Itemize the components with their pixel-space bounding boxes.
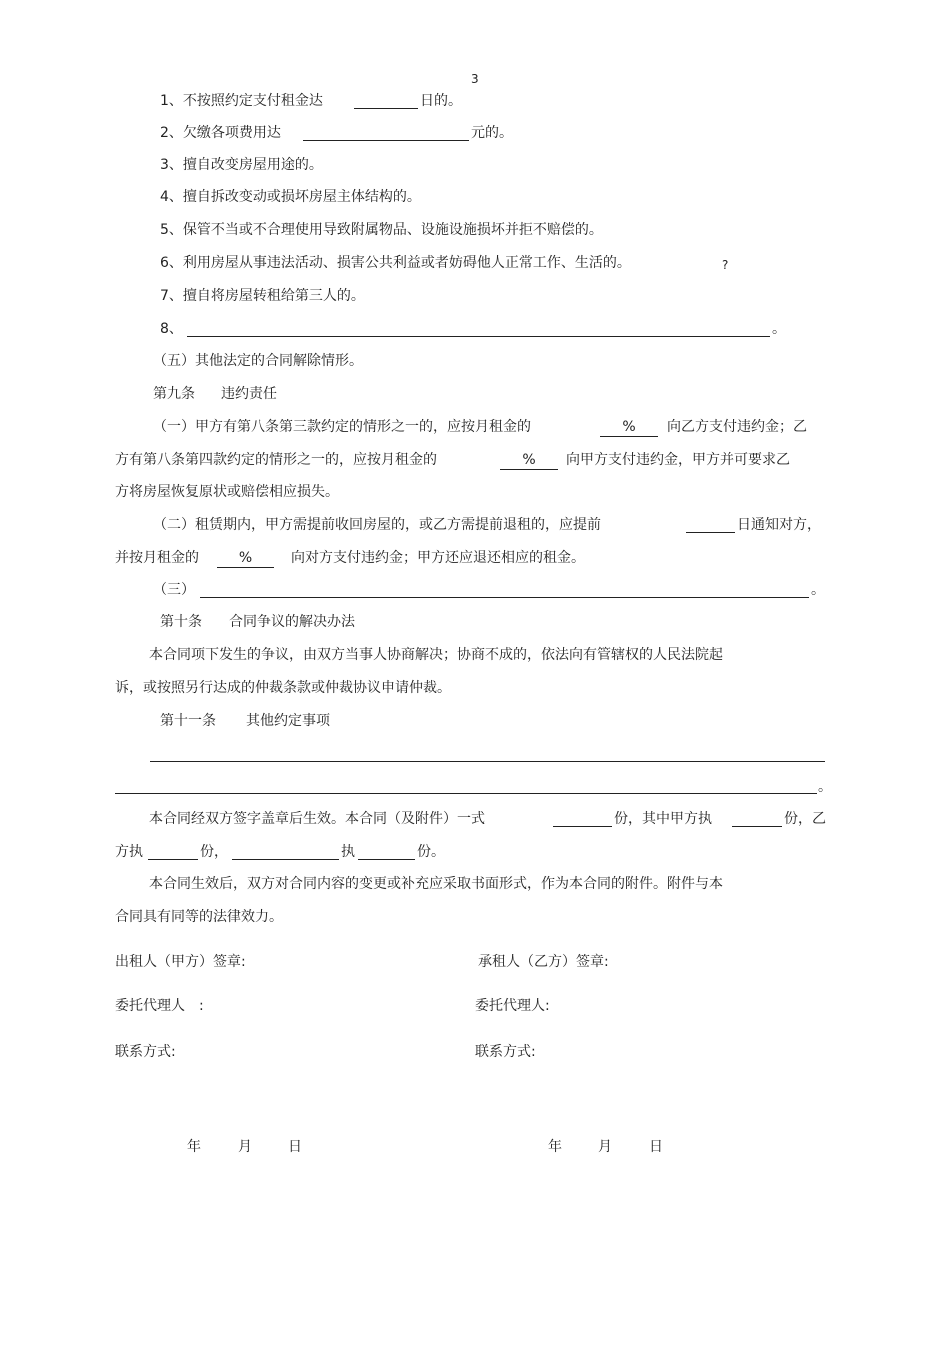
list-item-2-suffix: 元的。 (471, 125, 513, 141)
lessee-date-day: 日 (649, 1139, 663, 1155)
effect-line-g: 份。 (417, 844, 445, 860)
blank-copies-total[interactable] (553, 826, 612, 827)
list-item-2: 2、欠缴各项费用达 (160, 125, 281, 141)
effect-line-b: 份，其中甲方执 (614, 811, 712, 827)
article-10-line-1: 本合同项下发生的争议，由双方当事人协商解决；协商不成的，依法向有管辖权的人民法院起 (149, 647, 723, 663)
lessor-date-day: 日 (288, 1139, 302, 1155)
list-item-5: 5、保管不当或不合理使用导致附属物品、设施设施损坏并拒不赔偿的。 (160, 222, 603, 238)
blank-copies-other[interactable] (358, 859, 415, 860)
article-11-title: 其他约定事项 (246, 713, 330, 729)
article-9-p1-b: 向乙方支付违约金；乙 (667, 419, 807, 435)
article-9-p3-suffix: 。 (811, 582, 825, 598)
article-9-p2-b: 日通知对方， (737, 517, 821, 533)
blank-copies-lessee[interactable] (148, 859, 198, 860)
blank-days[interactable] (354, 108, 418, 109)
article-9-title: 违约责任 (221, 386, 277, 402)
clause-5: （五）其他法定的合同解除情形。 (153, 353, 363, 369)
blank-fee-amount[interactable] (303, 140, 469, 141)
lessor-date-year: 年 (187, 1139, 201, 1155)
list-item-7: 7、擅自将房屋转租给第三人的。 (160, 288, 365, 304)
article-9-p2-d: 向对方支付违约金；甲方还应退还相应的租金。 (291, 550, 585, 566)
article-10-number: 第十条 (160, 614, 202, 630)
blank-other-line-1[interactable] (150, 761, 825, 762)
blank-penalty-pct-3[interactable]: % (217, 549, 274, 568)
blank-notice-days[interactable] (686, 532, 735, 533)
question-mark: ? (722, 258, 729, 272)
blank-clause-3[interactable] (200, 597, 809, 598)
article-11-number: 第十一条 (160, 713, 216, 729)
blank-other-party[interactable] (232, 859, 339, 860)
article-9-p1-d: 向甲方支付违约金，甲方并可要求乙 (566, 452, 790, 468)
lessee-date-year: 年 (548, 1139, 562, 1155)
blank-copies-lessor[interactable] (732, 826, 782, 827)
list-item-6: 6、利用房屋从事违法活动、损害公共利益或者妨碍他人正常工作、生活的。 (160, 255, 631, 271)
lessor-signature-label: 出租人（甲方）签章: (115, 954, 246, 970)
list-item-3: 3、擅自改变房屋用途的。 (160, 157, 323, 173)
lessor-date-month: 月 (238, 1139, 252, 1155)
list-item-8-suffix: 。 (772, 321, 786, 337)
blank-other-line-2[interactable] (115, 793, 817, 794)
list-item-8: 8、 (160, 321, 183, 337)
article-9-p3: （三） (153, 582, 195, 598)
list-item-1-suffix: 日的。 (420, 93, 462, 109)
lessor-agent-label: 委托代理人 : (115, 998, 204, 1014)
article-11-end: 。 (818, 779, 832, 795)
effect-line-a: 本合同经双方签字盖章后生效。本合同（及附件）一式 (149, 811, 485, 827)
article-9-p1-e: 方将房屋恢复原状或赔偿相应损失。 (115, 484, 339, 500)
lessee-date-month: 月 (598, 1139, 612, 1155)
lessee-signature-label: 承租人（乙方）签章: (478, 954, 609, 970)
lessor-contact-label: 联系方式: (115, 1044, 176, 1060)
page-number: 3 (471, 72, 479, 86)
effect-line-e: 份， (200, 844, 228, 860)
article-10-title: 合同争议的解决办法 (229, 614, 355, 630)
blank-item-8[interactable] (187, 336, 770, 337)
blank-penalty-pct-2[interactable]: % (500, 451, 558, 470)
effect-line-f: 执 (341, 844, 355, 860)
lessee-contact-label: 联系方式: (475, 1044, 536, 1060)
lessee-agent-label: 委托代理人: (475, 998, 550, 1014)
article-9-p2-a: （二）租赁期内，甲方需提前收回房屋的，或乙方需提前退租的，应提前 (153, 517, 601, 533)
change-line-1: 本合同生效后，双方对合同内容的变更或补充应采取书面形式，作为本合同的附件。附件与本 (149, 876, 723, 892)
article-10-line-2: 诉，或按照另行达成的仲裁条款或仲裁协议申请仲裁。 (115, 680, 451, 696)
article-9-p1-c: 方有第八条第四款约定的情形之一的，应按月租金的 (115, 452, 437, 468)
list-item-4: 4、擅自拆改变动或损坏房屋主体结构的。 (160, 189, 421, 205)
article-9-p1-a: （一）甲方有第八条第三款约定的情形之一的，应按月租金的 (153, 419, 531, 435)
article-9-p2-c: 并按月租金的 (115, 550, 199, 566)
effect-line-d: 方执 (115, 844, 143, 860)
effect-line-c: 份，乙 (784, 811, 826, 827)
change-line-2: 合同具有同等的法律效力。 (115, 909, 283, 925)
article-9-number: 第九条 (153, 386, 195, 402)
blank-penalty-pct-1[interactable]: % (600, 418, 658, 437)
list-item-1: 1、不按照约定支付租金达 (160, 93, 323, 109)
